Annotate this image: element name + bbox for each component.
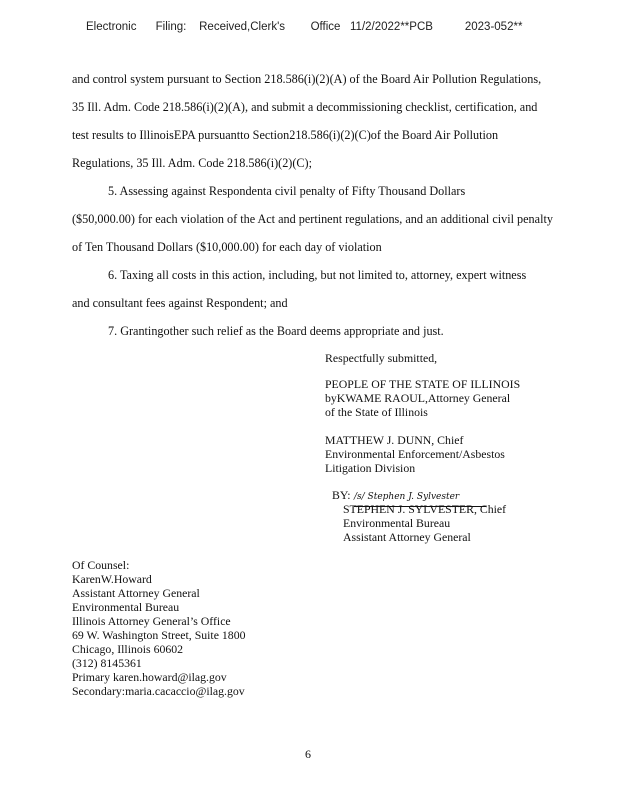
body-line: of Ten Thousand Dollars ($10,000.00) for each day of violation xyxy=(72,240,382,254)
body-line: test results to IllinoisEPA pursuantto Section218.586(i)(2)(C)of the Board Air Pollution xyxy=(72,128,499,142)
counsel-line: Illinois Attorney General’s Office xyxy=(72,614,231,628)
closing: Respectfully submitted, xyxy=(325,351,438,365)
chief-line: Litigation Division xyxy=(325,461,416,475)
party-line: byKWAME RAOUL,Attorney General xyxy=(325,391,511,405)
counsel-line: Chicago, Illinois 60602 xyxy=(72,642,184,656)
numbered-paragraph-7: 7. Grantingother such relief as the Board deems appropriate and just. xyxy=(108,324,444,338)
body-line: and control system pursuant to Section 218.586(i)(2)(A) of the Board Air Pollution Regulations, xyxy=(72,72,542,86)
counsel-line: KarenW.Howard xyxy=(72,572,152,586)
counsel-line: (312) 8145361 xyxy=(72,656,142,670)
electronic-signature: /s/ Stephen J. Sylvester xyxy=(354,491,486,507)
counsel-line: Assistant Attorney General xyxy=(72,586,200,600)
counsel-line: Of Counsel: xyxy=(72,558,130,572)
party-line: of the State of Illinois xyxy=(325,405,428,419)
body-line: ($50,000.00) for each violation of the Act and pertinent regulations, and an additional civil penalty xyxy=(72,212,553,226)
signer-line: Assistant Attorney General xyxy=(343,530,471,544)
body-line: and consultant fees against Respondent; and xyxy=(72,296,288,310)
by-label: BY: xyxy=(332,488,351,502)
numbered-paragraph-5: 5. Assessing against Respondenta civil penalty of Fifty Thousand Dollars xyxy=(108,184,466,198)
counsel-email-primary: Primary karen.howard@ilag.gov xyxy=(72,670,227,684)
body-line: 35 Ill. Adm. Code 218.586(i)(2)(A), and submit a decommissioning checklist, certification, and xyxy=(72,100,538,114)
efiling-header: Electronic Filing: Received,Clerk's Office 11/2/2022**PCB 2023-052** xyxy=(86,21,523,33)
numbered-paragraph-6: 6. Taxing all costs in this action, including, but not limited to, attorney, expert witness xyxy=(108,268,527,282)
chief-line: MATTHEW J. DUNN, Chief xyxy=(325,433,464,447)
counsel-line: 69 W. Washington Street, Suite 1800 xyxy=(72,628,246,642)
body-line: Regulations, 35 Ill. Adm. Code 218.586(i)(2)(C); xyxy=(72,156,313,170)
counsel-email-secondary: Secondary:maria.cacaccio@ilag.gov xyxy=(72,684,245,698)
party-line: PEOPLE OF THE STATE OF ILLINOIS xyxy=(325,377,521,391)
chief-line: Environmental Enforcement/Asbestos xyxy=(325,447,505,461)
signer-line: STEPHEN J. SYLVESTER, Chief xyxy=(343,502,507,516)
page-number: 6 xyxy=(305,747,311,761)
counsel-line: Environmental Bureau xyxy=(72,600,180,614)
signer-line: Environmental Bureau xyxy=(343,516,451,530)
